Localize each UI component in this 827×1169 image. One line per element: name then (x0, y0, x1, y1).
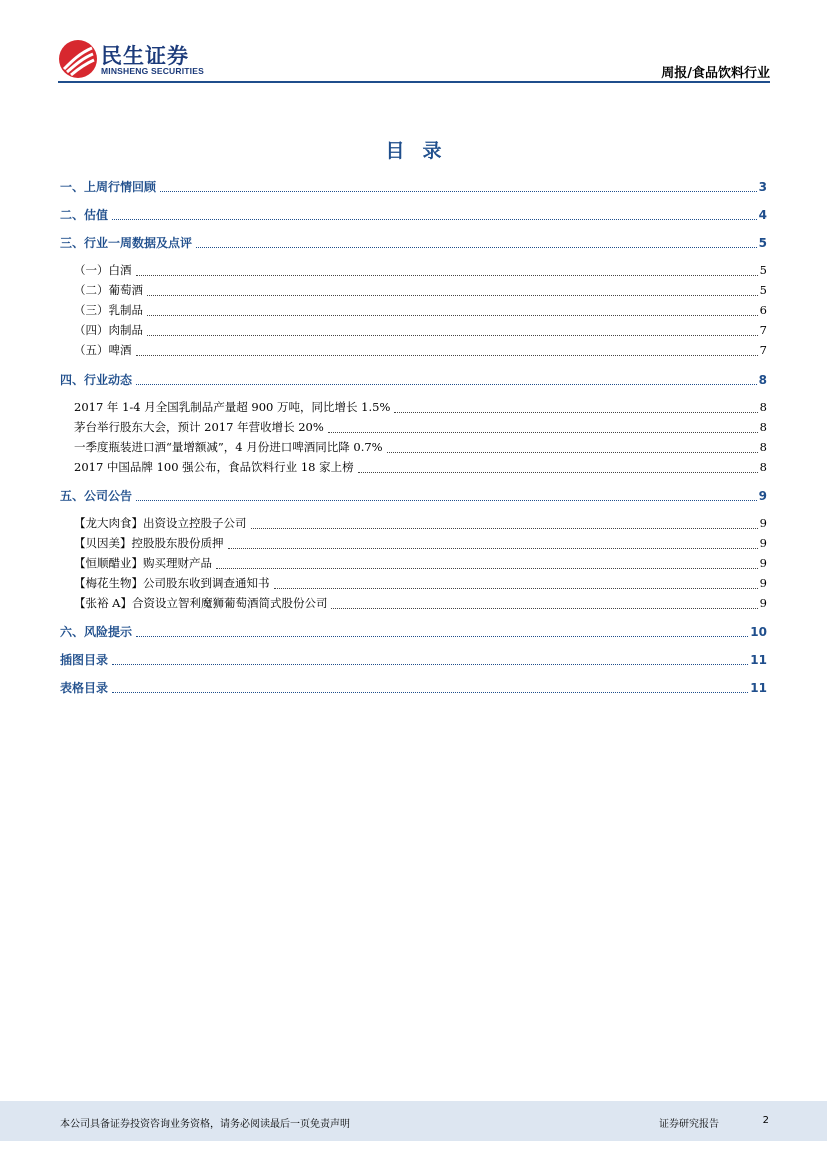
toc-entry[interactable] (74, 555, 767, 573)
toc-entry-page: 5 (758, 236, 767, 250)
toc-leader-dots (196, 247, 757, 248)
toc-leader-dots (387, 452, 758, 453)
toc-leader-dots (112, 692, 748, 693)
toc-leader-dots (136, 275, 758, 276)
toc-entry[interactable] (74, 419, 767, 437)
toc-entry[interactable] (74, 595, 767, 613)
toc-entry-page: 9 (759, 536, 767, 550)
toc-entry-page: 9 (758, 489, 767, 503)
toc-leader-dots (160, 191, 757, 192)
toc-entry-page: 9 (759, 576, 767, 590)
toc-entry-label: （三）乳制品 (74, 303, 143, 317)
toc-entry[interactable] (74, 262, 767, 280)
toc-entry-page: 8 (759, 460, 767, 474)
toc-title: 目录 (385, 140, 460, 162)
toc-entry-page: 8 (759, 440, 767, 454)
toc-leader-dots (228, 548, 758, 549)
toc-entry-page: 8 (759, 420, 767, 434)
toc-leader-dots (216, 568, 758, 569)
toc-entry-page: 5 (759, 283, 767, 297)
toc-entry-label: 【梅花生物】公司股东收到调查通知书 (74, 576, 270, 590)
toc-entry[interactable] (74, 459, 767, 477)
toc-entry-label: 六、风险提示 (60, 625, 133, 639)
toc-entry-label: 茅台举行股东大会，预计 2017 年营收增长 20% (74, 420, 324, 434)
toc-entry-page: 7 (759, 323, 767, 337)
toc-entry-page: 11 (750, 653, 767, 667)
toc-entry-page: 8 (759, 400, 767, 414)
toc-leader-dots (358, 472, 758, 473)
toc-entry[interactable] (74, 399, 767, 417)
toc-entry[interactable] (74, 575, 767, 593)
toc-entry[interactable] (60, 234, 767, 252)
toc-entry[interactable] (60, 623, 767, 641)
toc-entry-label: 【张裕 A】合资设立智利魔狮葡萄酒简式股份公司 (74, 596, 328, 610)
toc-entry[interactable] (60, 679, 767, 697)
toc-entry[interactable] (74, 302, 767, 320)
toc-entry[interactable] (60, 371, 767, 389)
toc-entry-label: 2017 中国品牌 100 强公布，食品饮料行业 18 家上榜 (74, 460, 354, 474)
toc-leader-dots (136, 500, 757, 501)
toc-entry-label: （一）白酒 (74, 263, 132, 277)
report-type: 周报/食品饮料行业 (661, 66, 770, 81)
footer-doc-type: 证券研究报告 (659, 1119, 719, 1130)
toc-leader-dots (136, 355, 758, 356)
page-header (58, 38, 770, 82)
toc-entry-label: 五、公司公告 (60, 489, 133, 503)
toc-entry-page: 5 (759, 263, 767, 277)
toc-leader-dots (112, 219, 757, 220)
toc-entry-label: 2017 年 1-4 月全国乳制品产量超 900 万吨，同比增长 1.5% (74, 400, 391, 414)
toc-entry-page: 11 (750, 681, 767, 695)
toc-entry-label: 【恒顺醋业】购买理财产品 (74, 556, 212, 570)
toc-entry-label: 表格目录 (60, 681, 109, 695)
toc-entry[interactable] (74, 282, 767, 300)
toc-entry[interactable] (60, 487, 767, 505)
header-divider (58, 81, 770, 83)
toc-leader-dots (136, 636, 748, 637)
toc-entry-label: 三、行业一周数据及点评 (60, 236, 193, 250)
toc-entry-label: 一、上周行情回顾 (60, 180, 157, 194)
toc-leader-dots (136, 384, 757, 385)
toc-entry[interactable] (60, 178, 767, 196)
toc-entry[interactable] (74, 439, 767, 457)
toc-leader-dots (274, 588, 758, 589)
toc-entry[interactable] (74, 342, 767, 360)
logo-text-cn: 民生证券 (101, 44, 189, 68)
toc-entry[interactable] (60, 651, 767, 669)
toc-entry-label: （四）肉制品 (74, 323, 143, 337)
toc-entry[interactable] (74, 322, 767, 340)
toc-entry-page: 3 (758, 180, 767, 194)
toc-entry-label: 【龙大肉食】出资设立控股子公司 (74, 516, 247, 530)
toc-entry-page: 9 (759, 556, 767, 570)
toc-entry-page: 7 (759, 343, 767, 357)
minsheng-logo (58, 38, 208, 80)
toc-entry[interactable] (74, 515, 767, 533)
toc-leader-dots (328, 432, 758, 433)
page-footer (0, 1101, 827, 1141)
toc-leader-dots (112, 664, 748, 665)
toc-entry-page: 8 (758, 373, 767, 387)
toc-entry-label: 【贝因美】控股股东股份质押 (74, 536, 224, 550)
toc-entry-label: 四、行业动态 (60, 373, 133, 387)
toc-entry-label: 一季度瓶装进口酒“量增额减”，4 月份进口啤酒同比降 0.7% (74, 440, 383, 454)
toc-entry-label: （二）葡萄酒 (74, 283, 143, 297)
toc-entry-page: 4 (758, 208, 767, 222)
toc-entry-label: （五）啤酒 (74, 343, 132, 357)
minsheng-logo-icon (58, 39, 98, 79)
toc-entry-page: 6 (759, 303, 767, 317)
toc-leader-dots (251, 528, 758, 529)
toc-entry-page: 9 (759, 516, 767, 530)
footer-disclaimer: 本公司具备证券投资咨询业务资格，请务必阅读最后一页免责声明 (60, 1119, 350, 1130)
toc-entry[interactable] (60, 206, 767, 224)
toc-entry-label: 二、估值 (60, 208, 109, 222)
toc-entry[interactable] (74, 535, 767, 553)
toc-leader-dots (394, 412, 757, 413)
toc-leader-dots (147, 335, 758, 336)
page-number: 2 (762, 1115, 769, 1126)
toc-entry-page: 9 (759, 596, 767, 610)
toc-leader-dots (331, 608, 757, 609)
toc-entry-label: 插图目录 (60, 653, 109, 667)
logo-text-en: MINSHENG SECURITIES (101, 66, 204, 76)
toc-leader-dots (147, 315, 758, 316)
toc-leader-dots (147, 295, 758, 296)
toc-entry-page: 10 (750, 625, 767, 639)
